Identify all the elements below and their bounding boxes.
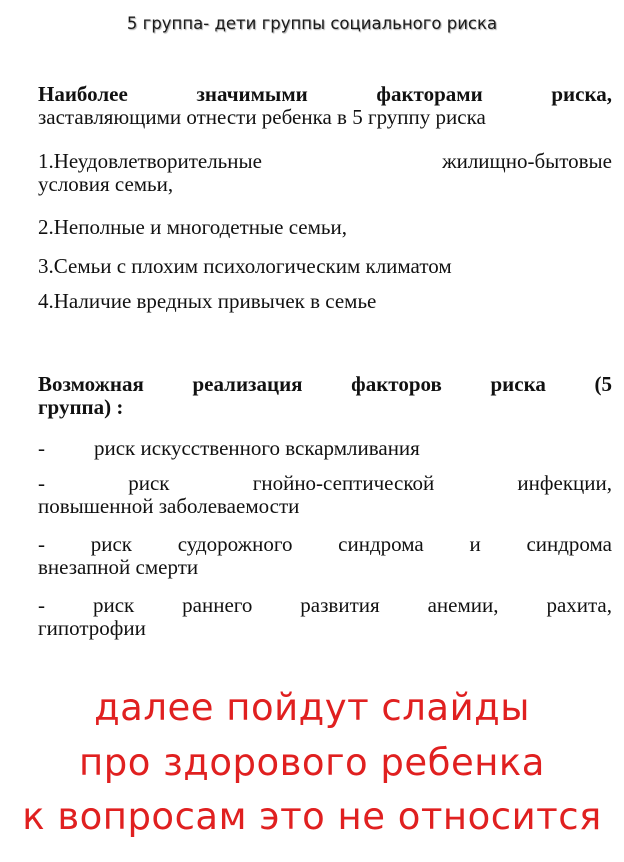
risk-item-3-line2: внезапной смерти — [38, 555, 199, 579]
risk-item-2 — [38, 472, 612, 518]
risk-factor-item-1 — [38, 150, 612, 196]
risk-item-2-line1: риск гнойно-септической инфекции, — [128, 471, 612, 495]
risk-item-1-text: риск искусственного вскармливания — [94, 436, 420, 460]
risk-factor-item-1-line2: условия семьи, — [38, 172, 174, 196]
risk-item-4-line1: риск раннего развития анемии, рахита, — [92, 593, 613, 617]
note-line-3: к вопросам это не относится — [22, 795, 602, 838]
risk-item-3 — [38, 533, 612, 579]
dash-marker: - — [38, 532, 45, 556]
risk-factor-item-4: 4.Наличие вредных привычек в семье — [38, 289, 377, 313]
note-line-2: про здорового ребенка — [79, 741, 545, 784]
risk-item-4-line2: гипотрофии — [38, 616, 146, 640]
page-title: 5 группа- дети группы социального риска — [126, 14, 498, 33]
risk-item-1 — [38, 437, 612, 460]
risk-realization-heading-line1: Возможная реализация факторов риска (5 — [38, 372, 612, 396]
risk-factor-item-1-line1: 1.Неудовлетворительные жилищно-бытовые — [38, 149, 612, 173]
risk-factor-item-3: 3.Семьи с плохим психологическим климатом — [38, 254, 452, 278]
risk-item-4 — [38, 594, 612, 640]
risk-factor-item-2: 2.Неполные и многодетные семьи, — [38, 215, 347, 239]
risk-item-2-line2: повышенной заболеваемости — [38, 494, 300, 518]
dash-marker: - — [38, 436, 45, 460]
risk-realization-heading-line2: группа) : — [38, 395, 124, 419]
dash-marker: - — [38, 471, 45, 495]
note-line-1: далее пойдут слайды — [94, 686, 530, 729]
risk-factors-heading — [38, 83, 612, 129]
risk-factors-heading-rest: заставляющими отнести ребенка в 5 группу риска — [38, 105, 486, 129]
dash-marker: - — [38, 593, 45, 617]
risk-factors-heading-bold: Наиболее значимыми факторами риска, — [38, 82, 612, 106]
risk-item-3-line1: риск судорожного синдрома и синдрома — [90, 532, 612, 556]
risk-realization-heading — [38, 373, 612, 419]
